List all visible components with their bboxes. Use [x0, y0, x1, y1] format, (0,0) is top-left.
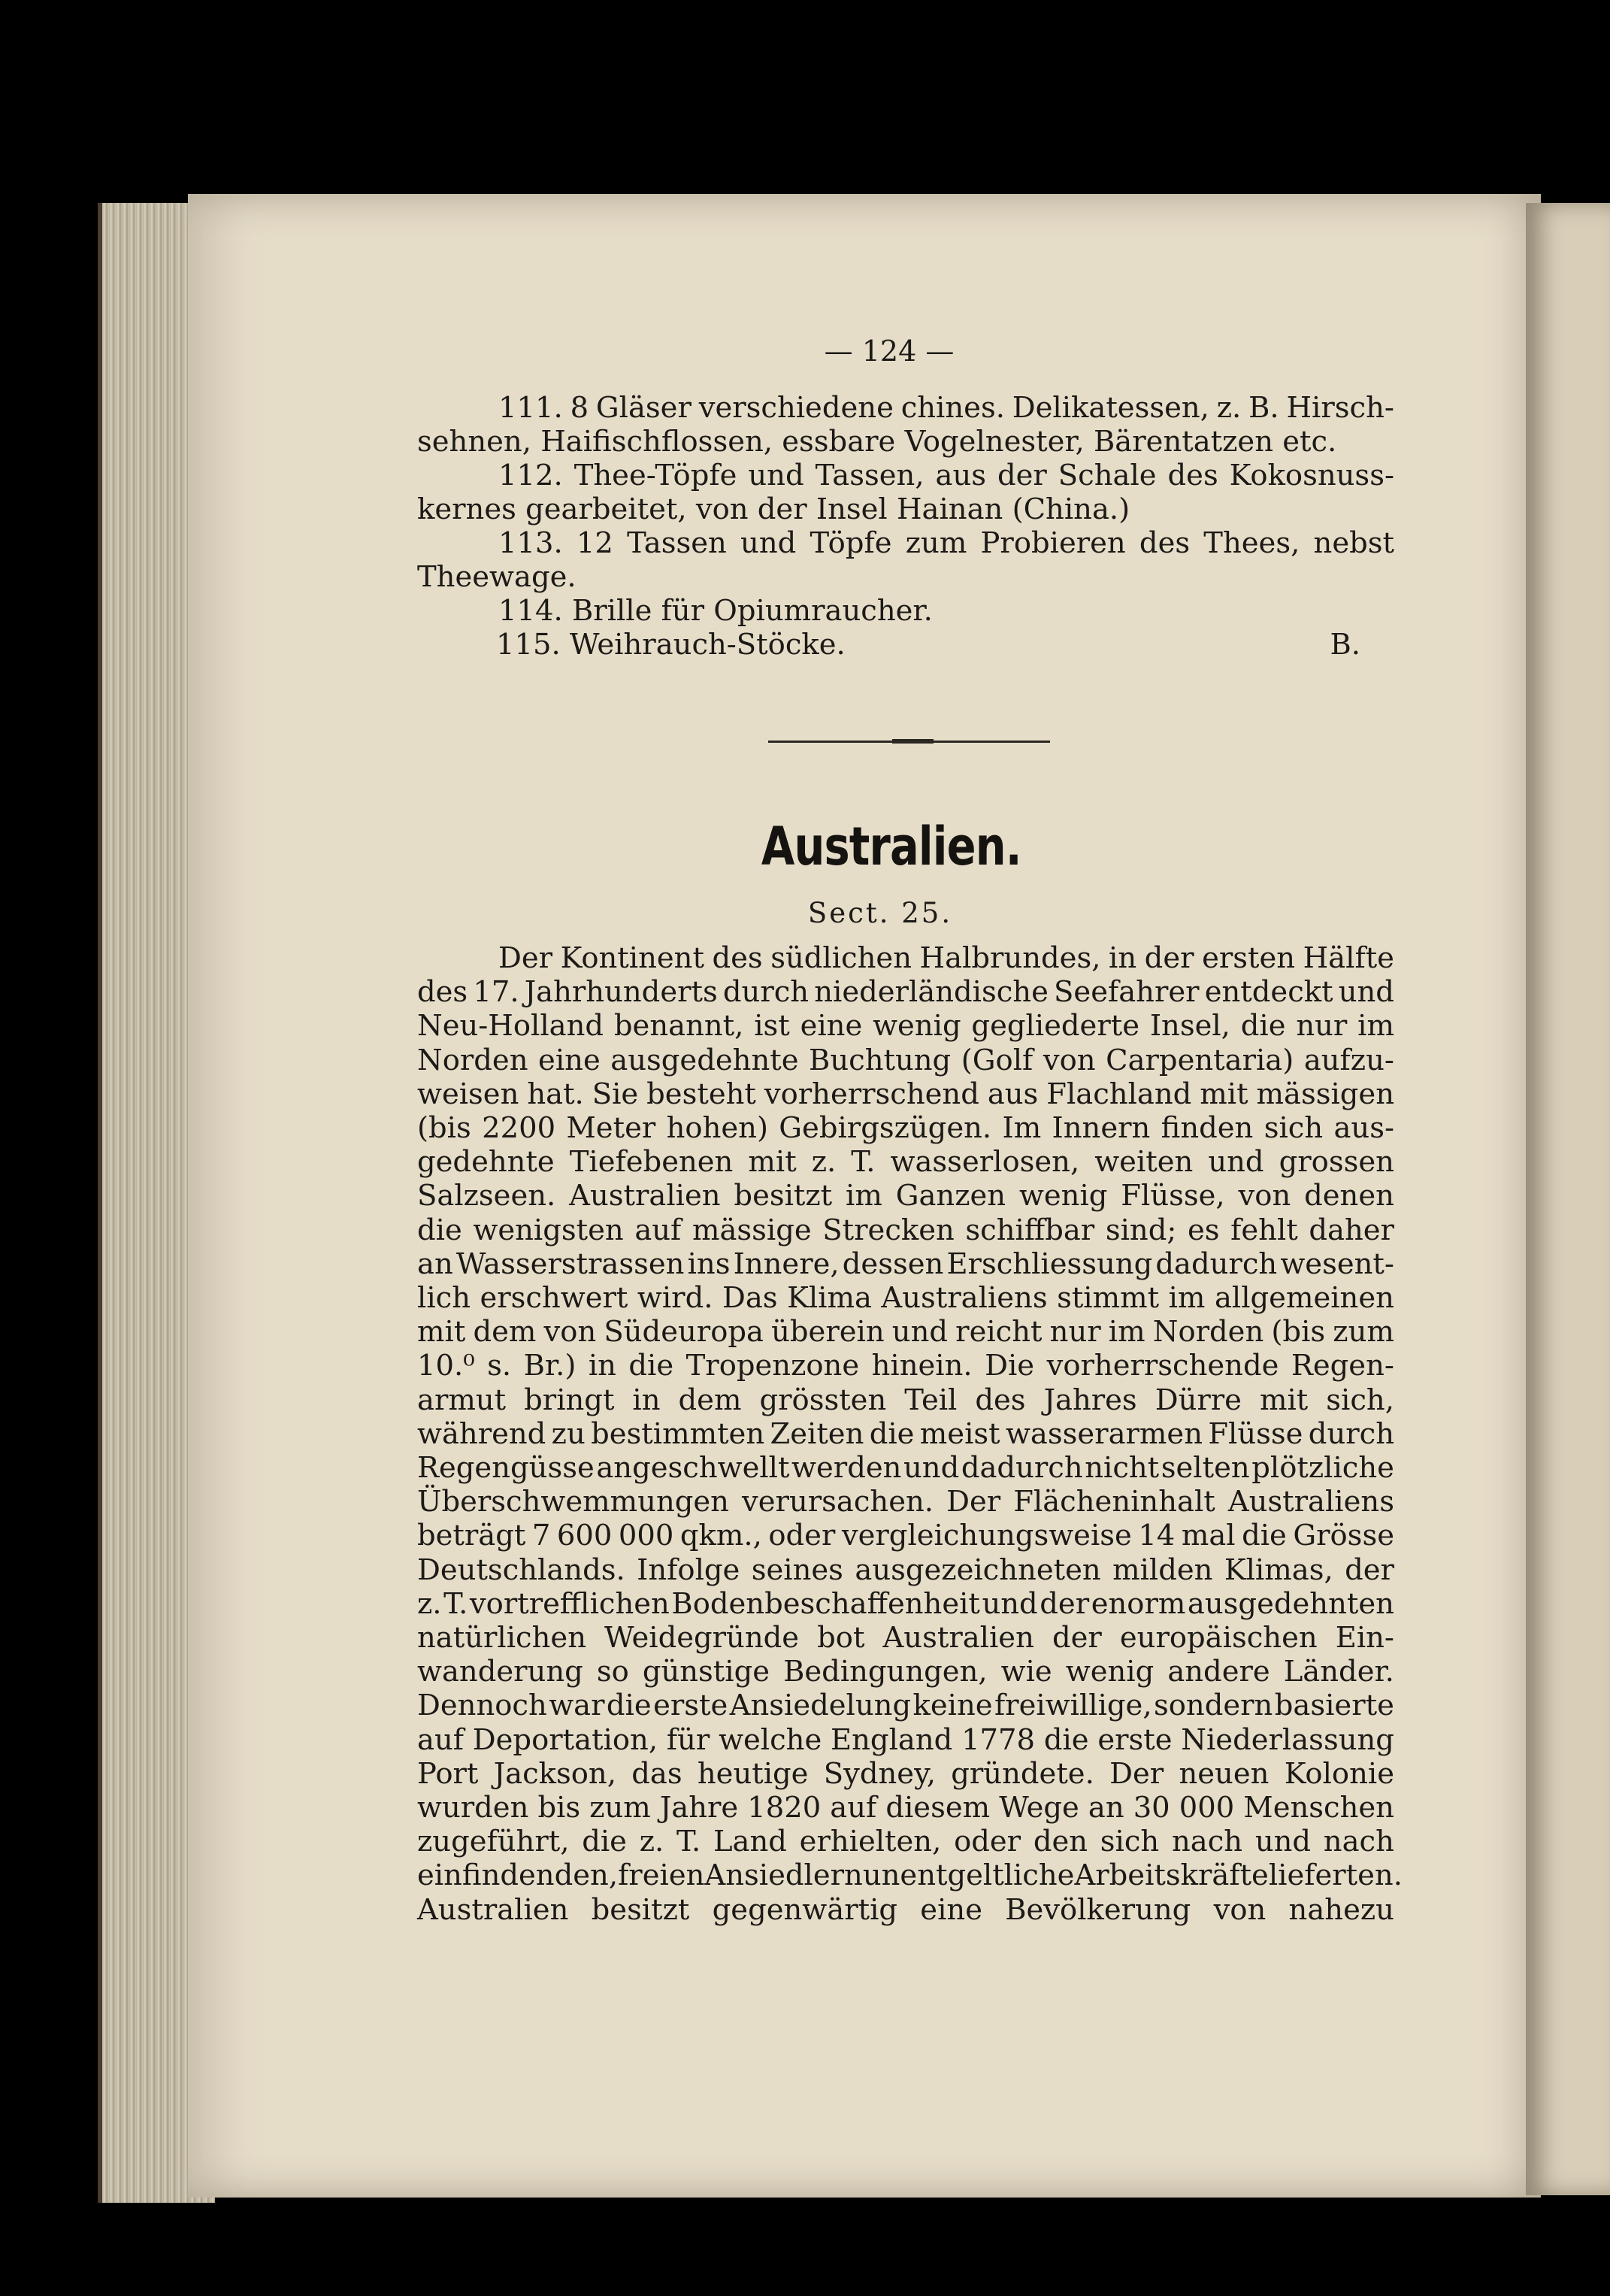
paragraph-line: Regengüsse angeschwellt werden und dadurch nicht selten plötzliche: [417, 1451, 1394, 1486]
item-115-mark: B.: [1330, 628, 1360, 662]
item-line: 111. 8 Gläser verschiedene chines. Delikatessen, z. B. Hirsch-: [498, 391, 1394, 425]
paragraph-line: lich erschwert wird. Das Klima Australiens stimmt im allgemeinen: [417, 1281, 1394, 1316]
paragraph-line: mit dem von Südeuropa überein und reicht nur im Norden (bis zum: [417, 1315, 1394, 1349]
paragraph-line: (bis 2200 Meter hohen) Gebirgszügen. Im Innern finden sich aus-: [417, 1111, 1394, 1146]
paragraph-line: zugeführt, die z. T. Land erhielten, oder den sich nach und nach: [417, 1825, 1394, 1859]
paragraph-line: Port Jackson, das heutige Sydney, gründete. Der neuen Kolonie: [417, 1756, 1394, 1791]
paragraph-line: gedehnte Tiefebenen mit z. T. wasserlosen, weiten und grossen: [417, 1145, 1394, 1180]
paragraph-line: auf Deportation, für welche England 1778 die erste Niederlassung: [417, 1722, 1394, 1757]
item-line: sehnen, Haifischflossen, essbare Vogelnester, Bärentatzen etc.: [417, 425, 1337, 459]
paragraph-line: an Wasserstrassen ins Innere, dessen Erschliessung dadurch wesent-: [417, 1246, 1394, 1281]
item-line: 114. Brille für Opiumraucher.: [498, 594, 933, 628]
paragraph-line: z. T. vortrefflichen Bodenbeschaffenheit und der enorm ausgedehnten: [417, 1586, 1394, 1621]
paragraph-line: Norden eine ausgedehnte Buchtung (Golf von Carpentaria) aufzu-: [417, 1043, 1394, 1077]
paragraph-line: während zu bestimmten Zeiten die meist wasserarmen Flüsse durch: [417, 1416, 1394, 1451]
chapter-heading: Australien.: [761, 816, 1021, 877]
paragraph-line: Deutschlands. Infolge seines ausgezeichneten milden Klimas, der: [417, 1552, 1394, 1587]
paragraph-line: Neu-Holland benannt, ist eine wenig gegliederte Insel, die nur im: [417, 1009, 1394, 1043]
facing-page-edge: [1526, 203, 1610, 2195]
paragraph-line: Salzseen. Australien besitzt im Ganzen wenig Flüsse, von denen: [417, 1179, 1394, 1213]
paragraph-line: Dennoch war die erste Ansiedelung keine freiwillige, sondern basierte: [417, 1689, 1394, 1723]
item-line: Theewage.: [417, 560, 577, 594]
paragraph-line: einfindenden, freien Ansiedlern unentgeltliche Arbeitskräfte lieferten.: [417, 1858, 1403, 1893]
paragraph-line: natürlichen Weidegründe bot Australien der europäischen Ein-: [417, 1621, 1394, 1655]
item-line: 113. 12 Tassen und Töpfe zum Probieren des Thees, nebst: [498, 526, 1394, 560]
paragraph-line: 10.⁰ s. Br.) in die Tropenzone hinein. Die vorherrschende Regen-: [417, 1349, 1394, 1383]
item-list: [417, 391, 1394, 662]
paragraph-line: weisen hat. Sie besteht vorherrschend aus Flachland mit mässigen: [417, 1077, 1394, 1111]
paragraph-line: Überschwemmungen verursachen. Der Flächeninhalt Australiens: [417, 1485, 1394, 1519]
paragraph-line: wurden bis zum Jahre 1820 auf diesem Wege an 30 000 Menschen: [417, 1791, 1394, 1825]
item-115: [417, 628, 1394, 662]
paragraph-line: armut bringt in dem grössten Teil des Jahres Dürre mit sich,: [417, 1383, 1394, 1417]
section-label: Sect. 25.: [807, 897, 953, 929]
item-115-text: 115. Weihrauch-Stöcke.: [496, 628, 846, 662]
paragraph-line: die wenigsten auf mässige Strecken schiffbar sind; es fehlt daher: [417, 1213, 1394, 1247]
paragraph-line: Der Kontinent des südlichen Halbrundes, in der ersten Hälfte: [498, 941, 1394, 975]
paragraph-line: beträgt 7 600 000 qkm., oder vergleichungsweise 14 mal die Grösse: [417, 1519, 1394, 1553]
item-line: 112. Thee-Töpfe und Tassen, aus der Schale des Kokosnuss-: [498, 459, 1394, 492]
body-paragraph: [417, 941, 1403, 1927]
page-number: — 124 —: [824, 335, 955, 368]
section-divider: [768, 741, 1050, 743]
paragraph-line: wanderung so günstige Bedingungen, wie wenig andere Länder.: [417, 1655, 1394, 1689]
item-line: kernes gearbeitet, von der Insel Hainan (China.): [417, 492, 1130, 526]
paragraph-line: Australien besitzt gegenwärtig eine Bevölkerung von nahezu: [417, 1892, 1394, 1927]
paragraph-line: des 17. Jahrhunderts durch niederländische Seefahrer entdeckt und: [417, 975, 1394, 1010]
